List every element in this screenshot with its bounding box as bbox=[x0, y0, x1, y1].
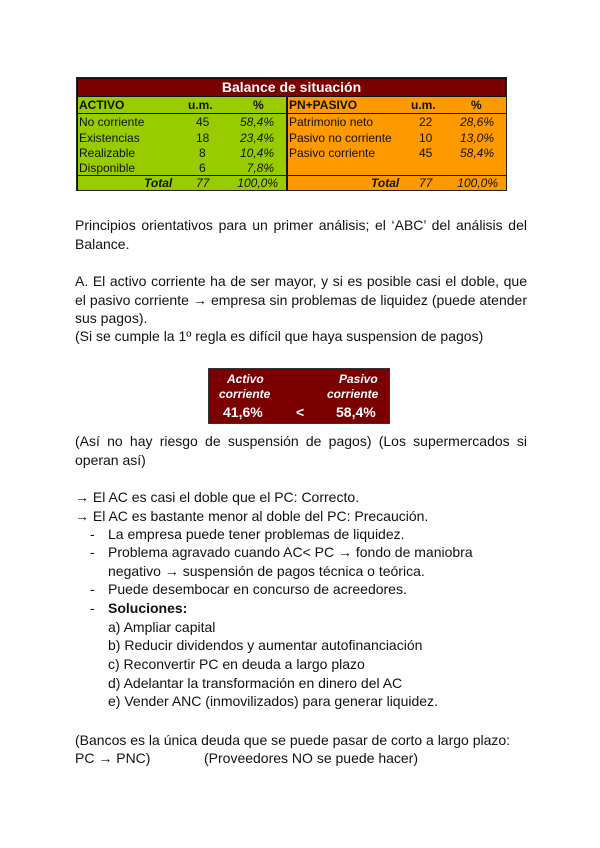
bullet: Soluciones: bbox=[108, 600, 188, 616]
label: corriente bbox=[327, 387, 379, 401]
cell: Realizable bbox=[79, 146, 136, 160]
activo-value: 41,6% bbox=[223, 404, 263, 420]
cell: 13,0% bbox=[459, 131, 494, 145]
header: % bbox=[253, 98, 264, 112]
arrow-line: → El AC es bastante menor al doble del PC: Precaución. bbox=[75, 508, 429, 524]
total-label: Total bbox=[371, 176, 400, 190]
operator: < bbox=[296, 404, 305, 420]
arrow-line: → El AC es casi el doble que el PC: Correcto. bbox=[75, 489, 360, 505]
bullet: Puede desembocar en concurso de acreedores. bbox=[108, 581, 407, 597]
pasivo-value: 58,4% bbox=[336, 404, 376, 420]
header: % bbox=[471, 98, 482, 112]
closing-line: PC → PNC) bbox=[75, 750, 151, 766]
header: ACTIVO bbox=[79, 98, 125, 112]
activo-panel bbox=[78, 97, 286, 190]
cell: 10,4% bbox=[239, 146, 274, 160]
solution: d) Adelantar la transformación en dinero del AC bbox=[108, 675, 403, 691]
cell: Disponible bbox=[79, 161, 136, 175]
pasivo-panel bbox=[288, 97, 506, 190]
header: u.m. bbox=[188, 98, 213, 112]
rule-a-paragraph: A. El activo corriente ha de ser mayor, y si es posible casi el doble, que el pasivo corriente → empresa sin problemas de liquidez (puede atender sus pagos). bbox=[75, 273, 527, 326]
cell: 58,4% bbox=[459, 146, 494, 160]
label: Activo bbox=[227, 372, 264, 386]
solution: e) Vender ANC (inmovilizados) para generar liquidez. bbox=[108, 693, 438, 709]
bullet: negativo → suspensión de pagos técnica o teórica. bbox=[108, 563, 425, 579]
cell: Pasivo corriente bbox=[289, 146, 376, 160]
intro-paragraph: Principios orientativos para un primer análisis; el ‘ABC’ del análisis del Balance. bbox=[75, 217, 527, 252]
solution: a) Ampliar capital bbox=[108, 619, 216, 635]
table-title: Balance de situación bbox=[78, 79, 505, 96]
total-pct: 100,0% bbox=[237, 176, 278, 190]
cell: Existencias bbox=[79, 131, 140, 145]
label: Pasivo bbox=[339, 372, 378, 386]
cell: 8 bbox=[199, 146, 206, 160]
header: u.m. bbox=[411, 98, 436, 112]
cell: Pasivo no corriente bbox=[289, 131, 392, 145]
cell: 18 bbox=[196, 131, 210, 145]
solution: b) Reducir dividendos y aumentar autofinanciación bbox=[108, 637, 423, 653]
cell: 28,6% bbox=[459, 115, 494, 129]
cell: 7,8% bbox=[246, 161, 274, 175]
cell: 23,4% bbox=[239, 131, 274, 145]
cell: 45 bbox=[419, 146, 433, 160]
cell: 10 bbox=[419, 131, 433, 145]
cell: 6 bbox=[199, 161, 206, 175]
total-pct: 100,0% bbox=[457, 176, 498, 190]
total-value: 77 bbox=[419, 176, 433, 190]
cell: 45 bbox=[196, 115, 210, 129]
solution: c) Reconvertir PC en deuda a largo plazo bbox=[108, 656, 365, 672]
cell: No corriente bbox=[79, 115, 145, 129]
note-paragraph: (Así no hay riesgo de suspensión de pagos) (Los supermercados si operan así) bbox=[75, 433, 527, 468]
label: corriente bbox=[219, 387, 271, 401]
total-value: 77 bbox=[196, 176, 210, 190]
bullet: La empresa puede tener problemas de liquidez. bbox=[108, 526, 405, 542]
closing-note: (Proveedores NO se puede hacer) bbox=[204, 750, 418, 766]
bullet: Problema agravado cuando AC< PC → fondo de maniobra bbox=[108, 544, 473, 560]
balance-table bbox=[76, 77, 507, 191]
header: PN+PASIVO bbox=[289, 98, 358, 112]
ratio-box bbox=[208, 368, 390, 424]
cell: Patrimonio neto bbox=[289, 115, 374, 129]
cell: 22 bbox=[419, 115, 433, 129]
total-label: Total bbox=[144, 176, 173, 190]
closing-line: (Bancos es la única deuda que se puede pasar de corto a largo plazo: bbox=[75, 732, 511, 748]
rule-note: (Si se cumple la 1º regla es difícil que haya suspension de pagos) bbox=[75, 328, 484, 344]
cell: 58,4% bbox=[239, 115, 274, 129]
